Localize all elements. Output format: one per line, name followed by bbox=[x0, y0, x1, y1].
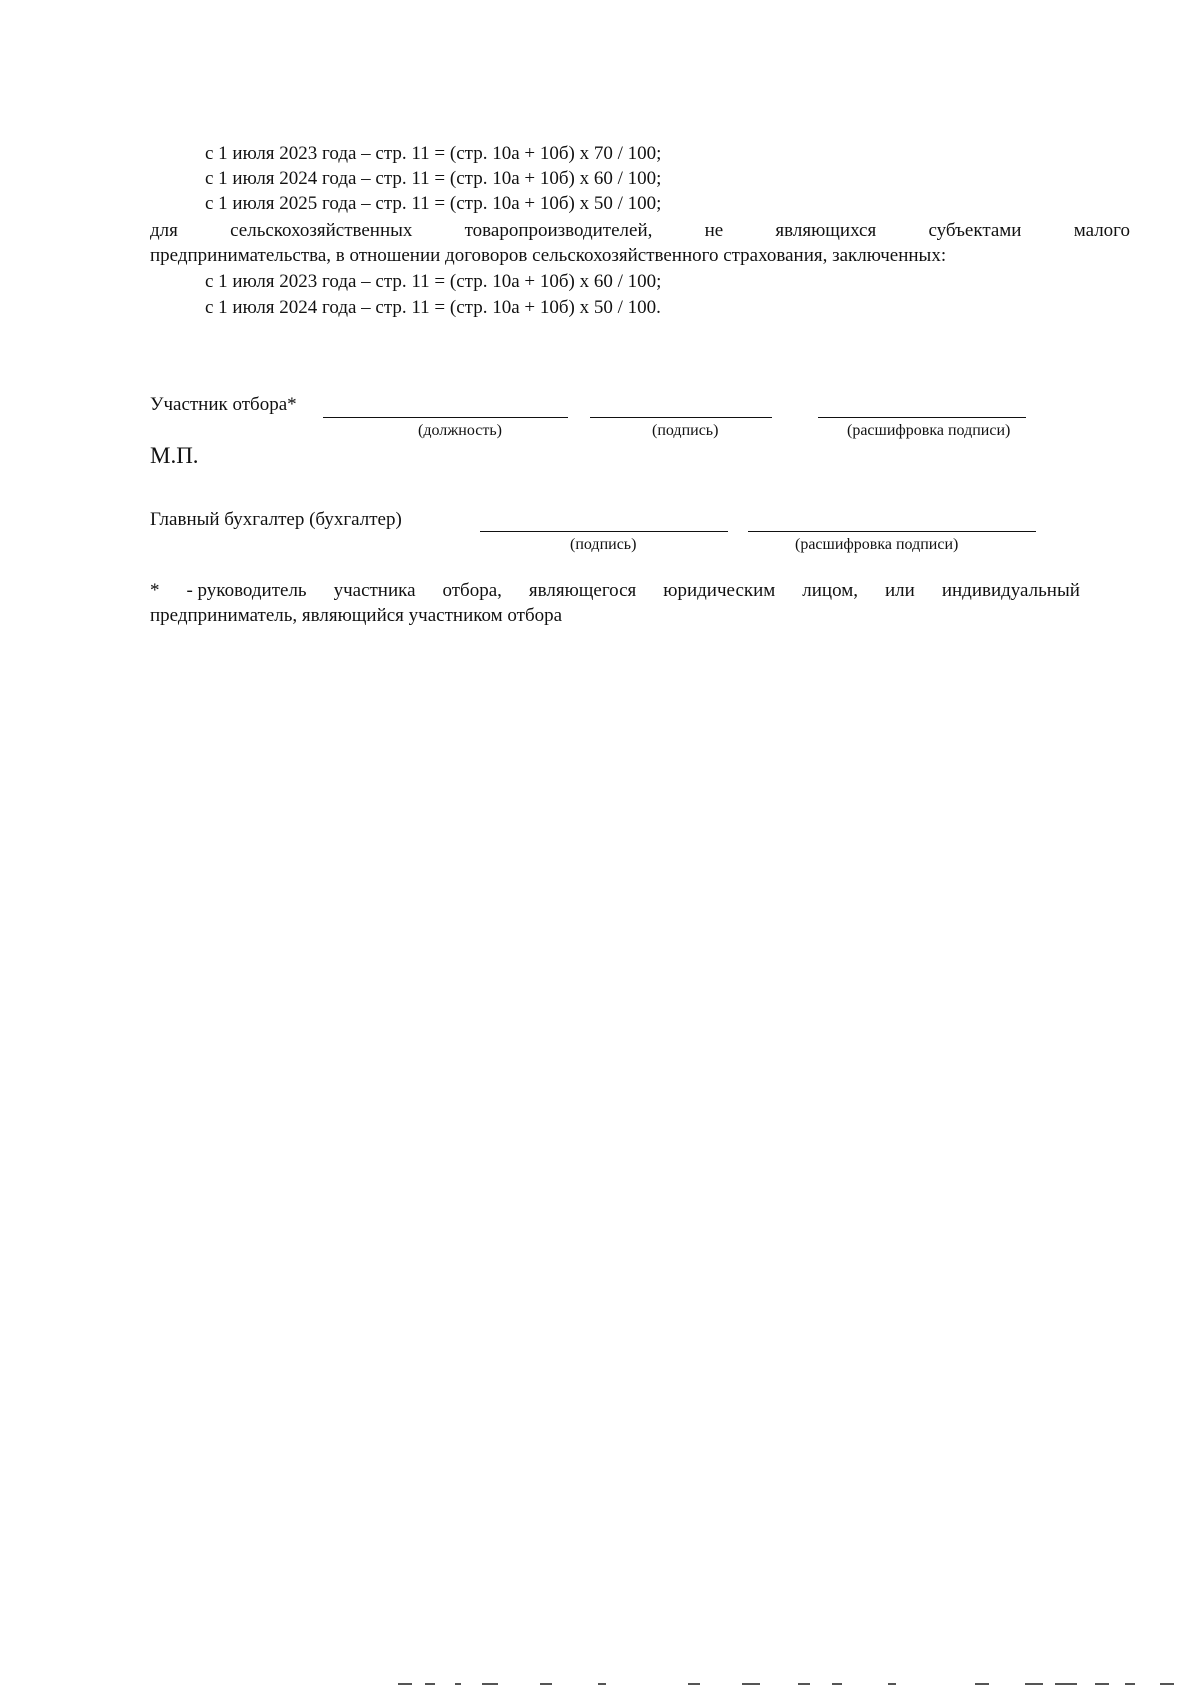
footnote-word: или bbox=[885, 580, 915, 601]
scan-artifact bbox=[832, 1683, 842, 1685]
scan-artifact bbox=[425, 1683, 435, 1685]
word: для bbox=[150, 220, 178, 241]
scan-artifact bbox=[398, 1683, 412, 1685]
accountant-caption-decryption: (расшифровка подписи) bbox=[795, 536, 959, 553]
scan-artifact bbox=[888, 1683, 896, 1685]
scan-artifact bbox=[798, 1683, 810, 1685]
word: сельскохозяйственных bbox=[230, 220, 413, 241]
footnote-word: - руководитель bbox=[186, 580, 307, 601]
scan-artifact bbox=[1095, 1683, 1109, 1685]
scan-artifact bbox=[975, 1683, 989, 1685]
scan-artifact bbox=[688, 1683, 700, 1685]
scan-artifact bbox=[598, 1683, 606, 1685]
formula-line: с 1 июля 2024 года – стр. 11 = (стр. 10а + 10б) х 60 / 100; bbox=[205, 168, 662, 189]
scan-artifact bbox=[482, 1683, 498, 1685]
footnote bbox=[150, 578, 1080, 628]
word: субъектами bbox=[928, 220, 1022, 241]
footnote-word: являющегося bbox=[528, 580, 637, 601]
footnote-line2: предприниматель, являющийся участником отбора bbox=[150, 605, 563, 626]
footnote-word: лицом, bbox=[802, 580, 859, 601]
footnote-word: * bbox=[150, 580, 160, 601]
accountant-caption-signature: (подпись) bbox=[570, 536, 637, 553]
footnote-word: участника bbox=[333, 580, 416, 601]
scan-artifact bbox=[455, 1683, 461, 1685]
word: товаропроизводителей, bbox=[464, 220, 653, 241]
scan-artifact bbox=[1125, 1683, 1135, 1685]
accountant-decryption-line bbox=[748, 531, 1036, 532]
scan-artifact bbox=[1160, 1683, 1174, 1685]
category-sentence-line1 bbox=[150, 219, 1130, 243]
word: малого bbox=[1073, 220, 1130, 241]
scan-artifact bbox=[540, 1683, 552, 1685]
footnote-word: юридическим bbox=[663, 580, 776, 601]
formula-line: с 1 июля 2025 года – стр. 11 = (стр. 10а + 10б) х 50 / 100; bbox=[205, 193, 662, 214]
participant-label: Участник отбора* bbox=[150, 394, 297, 415]
category-sentence-line2: предпринимательства, в отношении договоров сельскохозяйственного страхования, заключенных: bbox=[150, 245, 947, 266]
word: не bbox=[704, 220, 724, 241]
footnote-line1 bbox=[150, 578, 1080, 603]
caption-decryption: (расшифровка подписи) bbox=[847, 422, 1011, 439]
formula-line: с 1 июля 2023 года – стр. 11 = (стр. 10а + 10б) х 70 / 100; bbox=[205, 143, 662, 164]
signature-line bbox=[590, 417, 772, 418]
caption-position: (должность) bbox=[418, 422, 502, 439]
footnote-word: отбора, bbox=[442, 580, 502, 601]
decryption-line bbox=[818, 417, 1026, 418]
formula-line: с 1 июля 2023 года – стр. 11 = (стр. 10а + 10б) х 60 / 100; bbox=[205, 271, 662, 292]
accountant-signature-line bbox=[480, 531, 728, 532]
accountant-label: Главный бухгалтер (бухгалтер) bbox=[150, 509, 402, 530]
word: являющихся bbox=[775, 220, 877, 241]
scan-artifact bbox=[742, 1683, 760, 1685]
formula-line: с 1 июля 2024 года – стр. 11 = (стр. 10а + 10б) х 50 / 100. bbox=[205, 297, 661, 318]
scan-artifact bbox=[1055, 1683, 1077, 1685]
position-line bbox=[323, 417, 568, 418]
caption-signature: (подпись) bbox=[652, 422, 719, 439]
seal-mark: М.П. bbox=[150, 443, 199, 468]
footnote-word: индивидуальный bbox=[941, 580, 1080, 601]
scan-artifact bbox=[1025, 1683, 1043, 1685]
